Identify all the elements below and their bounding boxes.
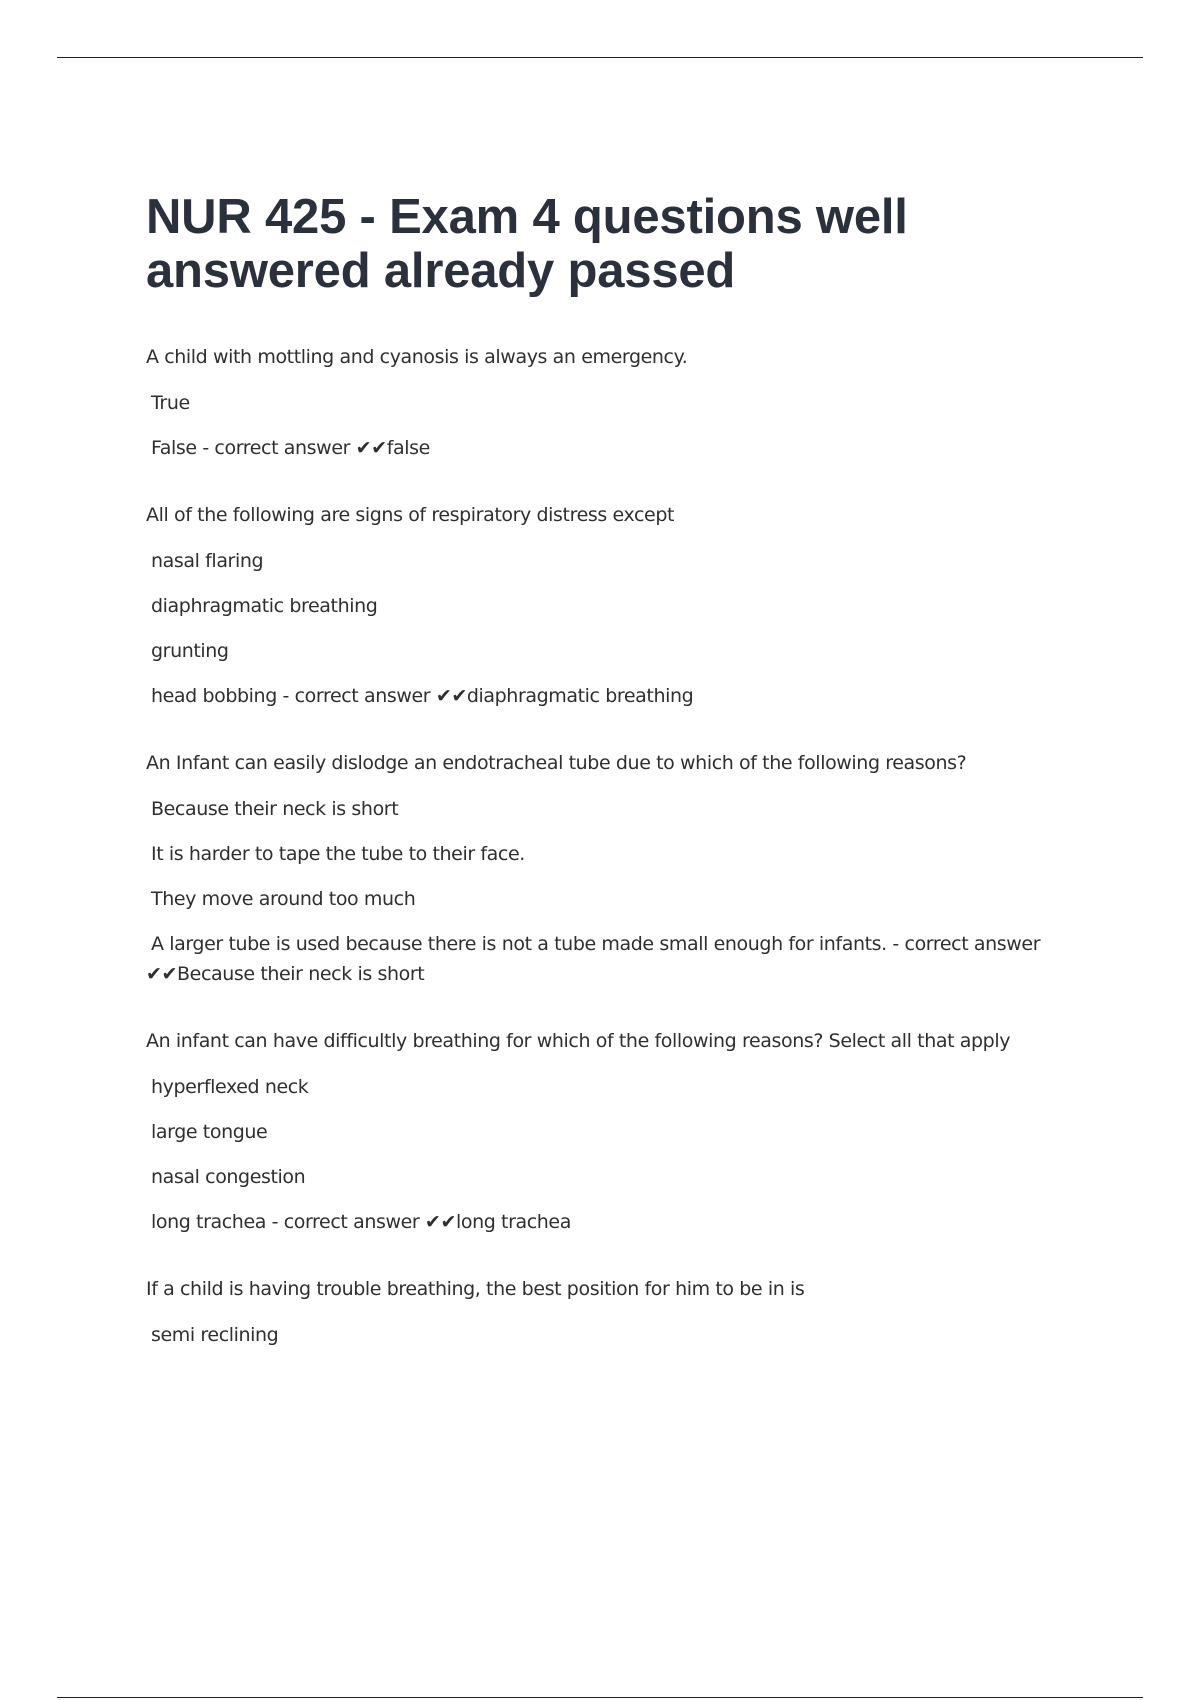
answer-option: diaphragmatic breathing — [151, 595, 378, 617]
answer-option: large tongue — [151, 1121, 268, 1143]
question-text: All of the following are signs of respiratory distress except — [146, 504, 675, 526]
document-title: NUR 425 - Exam 4 questions well answered already passed — [146, 190, 908, 298]
answer-option: nasal congestion — [151, 1166, 306, 1188]
top-rule — [57, 57, 1143, 58]
answer-option: It is harder to tape the tube to their face. — [151, 843, 525, 865]
question-text: An infant can have difficultly breathing for which of the following reasons? Select all that apply — [146, 1030, 1011, 1052]
question-text: A child with mottling and cyanosis is always an emergency. — [146, 346, 688, 368]
answer-option: head bobbing - correct answer ✔✔diaphragmatic breathing — [151, 685, 694, 707]
bottom-rule — [57, 1697, 1143, 1698]
question-block — [146, 500, 1046, 711]
question-block — [146, 1274, 1046, 1350]
answer-option: True — [151, 392, 190, 414]
answer-option: A larger tube is used because there is not a tube made small enough for infants. - correct answer ✔✔Because their neck is short — [146, 933, 1041, 985]
answer-option: Because their neck is short — [151, 798, 399, 820]
answer-option: long trachea - correct answer ✔✔long trachea — [151, 1211, 571, 1233]
question-block — [146, 748, 1046, 989]
answer-option: False - correct answer ✔✔false — [151, 437, 430, 459]
question-block — [146, 1026, 1046, 1237]
question-text: If a child is having trouble breathing, the best position for him to be in is — [146, 1278, 805, 1300]
answer-option: nasal flaring — [151, 550, 264, 572]
document-body — [146, 190, 1046, 1387]
answer-option: grunting — [151, 640, 229, 662]
answer-option: They move around too much — [151, 888, 416, 910]
question-text: An Infant can easily dislodge an endotracheal tube due to which of the following reasons? — [146, 752, 967, 774]
question-block — [146, 342, 1046, 463]
answer-option: hyperflexed neck — [151, 1076, 309, 1098]
answer-option: semi reclining — [151, 1324, 279, 1346]
